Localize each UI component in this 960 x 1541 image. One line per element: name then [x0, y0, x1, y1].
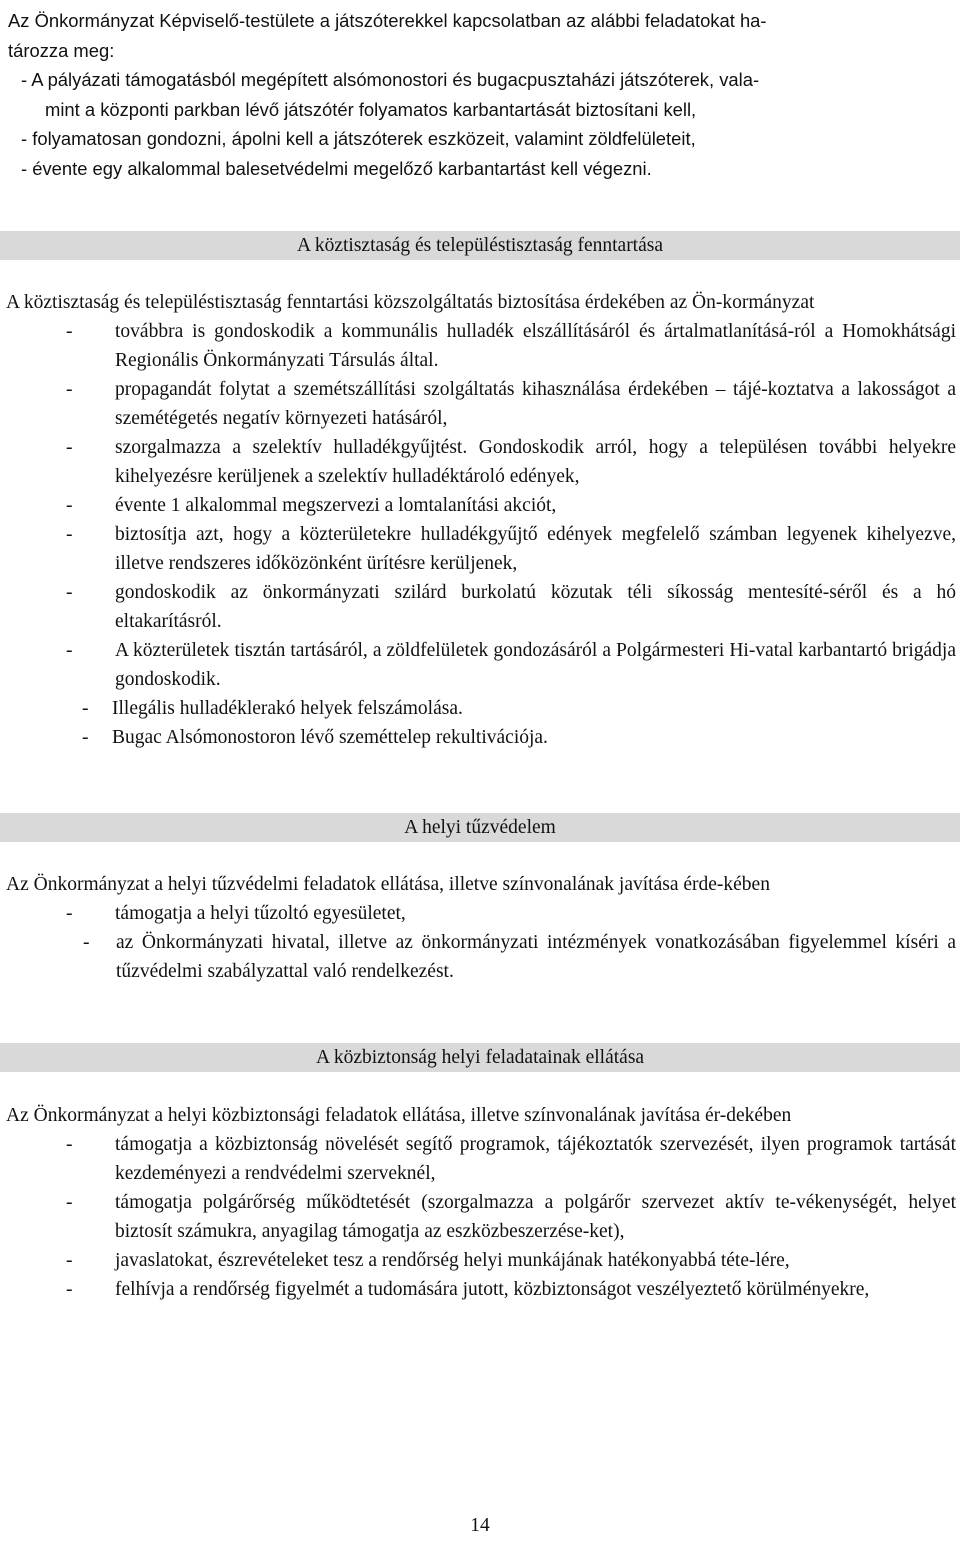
section-heading-band — [0, 813, 960, 842]
list-item: - propagandát folytat a szemétszállítási szolgáltatás kihasználása érdekében – tájé-koztatva a lakosságot a szemétégetés negatív környezeti hatásáról, — [66, 379, 956, 429]
public-safety-lead: Az Önkormányzat a helyi közbiztonsági feladatok ellátása, illetve színvonalának javítása ér-dekében — [6, 1105, 792, 1126]
intro-item-3: - évente egy alkalommal balesetvédelmi megelőző karbantartást kell végezni. — [21, 157, 652, 179]
list-item: - Illegális hulladéklerakó helyek felszámolása. — [82, 698, 463, 719]
list-item: - támogatja a közbiztonság növelését segítő programok, tájékoztatók szervezését, ilyen programok tartását kezdeményezi a rendvédelmi szerveknél, — [66, 1134, 956, 1184]
list-item: - szorgalmazza a szelektív hulladékgyűjtést. Gondoskodik arról, hogy a településen további helyekre kihelyezésre kerüljenek a szelektív hulladéktároló edények, — [66, 437, 956, 487]
list-item: - gondoskodik az önkormányzati szilárd burkolatú közutak téli síkosság mentesíté-séről és a hó eltakarításról. — [66, 582, 956, 632]
cleanliness-lead: A köztisztaság és településtisztaság fenntartási közszolgáltatás biztosítása érdekében az Ön-kormányzat — [6, 292, 815, 313]
list-item: - évente 1 alkalommal megszervezi a lomtalanítási akciót, — [66, 495, 557, 516]
list-item: - az Önkormányzati hivatal, illetve az önkormányzati intézmények vonatkozásában figyelemmel kíséri a tűzvédelmi szabályzattal való rendelkezést. — [83, 932, 956, 982]
list-item: - felhívja a rendőrség figyelmét a tudomására jutott, közbiztonságot veszélyeztető körülményekre, — [66, 1279, 870, 1300]
playground-section — [8, 6, 956, 183]
section-heading-public-safety: A közbiztonság helyi feladatainak ellátása — [315, 1047, 645, 1068]
list-item: - támogatja polgárőrség működtetését (szorgalmazza a polgárőr szervezet aktív te-vékenységét, helyet biztosít számukra, anyagilag támogatja az eszközbeszerzése-ket), — [66, 1192, 956, 1242]
section-heading-fire: A helyi tűzvédelem — [404, 817, 556, 838]
cleanliness-section — [6, 288, 956, 752]
fire-lead: Az Önkormányzat a helyi tűzvédelmi feladatok ellátása, illetve színvonalának javítása érde-kében — [6, 874, 770, 895]
public-safety-section — [6, 1101, 956, 1304]
intro-item-1-line-1: - A pályázati támogatásból megépített alsómonostori és bugacpusztaházi játszóterek, vala- — [21, 69, 760, 90]
intro-item-2: - folyamatosan gondozni, ápolni kell a játszóterek eszközeit, valamint zöldfelületeit, — [21, 128, 696, 149]
fire-list — [6, 899, 956, 986]
cleanliness-list — [6, 317, 956, 752]
list-item: - Bugac Alsómonostoron lévő szeméttelep rekultivációja. — [82, 727, 548, 748]
public-safety-list — [6, 1130, 956, 1304]
list-item: - továbbra is gondoskodik a kommunális hulladék elszállításáról és ártalmatlanításá-ról a Homokhátsági Regionális Önkormányzati Társulás által. — [66, 321, 956, 371]
intro-lead-line-2: tározza meg: — [8, 39, 115, 61]
list-item: - biztosítja azt, hogy a közterületekre hulladékgyűjtő edények megfelelő számban legyenek kihelyezve, illetve rendszeres időközönként ürítésre kerüljenek, — [66, 524, 956, 574]
list-item: - támogatja a helyi tűzoltó egyesületet, — [66, 903, 406, 924]
section-heading-band — [0, 231, 960, 260]
section-heading-band — [0, 1043, 960, 1072]
list-item: - javaslatokat, észrevételeket tesz a rendőrség helyi munkájának hatékonyabbá téte-lére, — [66, 1250, 790, 1271]
page-number: 14 — [470, 1515, 490, 1536]
intro-item-1-line-2: mint a központi parkban lévő játszótér folyamatos karbantartását biztosítani kell, — [45, 98, 697, 120]
fire-section — [6, 870, 956, 986]
section-heading-cleanliness: A köztisztaság és településtisztaság fenntartása — [296, 235, 664, 256]
intro-lead-line-1: Az Önkormányzat Képviselő-testülete a játszóterekkel kapcsolatban az alábbi feladatokat ha- — [8, 10, 767, 31]
list-item: - A közterületek tisztán tartásáról, a zöldfelületek gondozásáról a Polgármesteri Hi-vatal karbantartó brigádja gondoskodik. — [66, 640, 956, 690]
